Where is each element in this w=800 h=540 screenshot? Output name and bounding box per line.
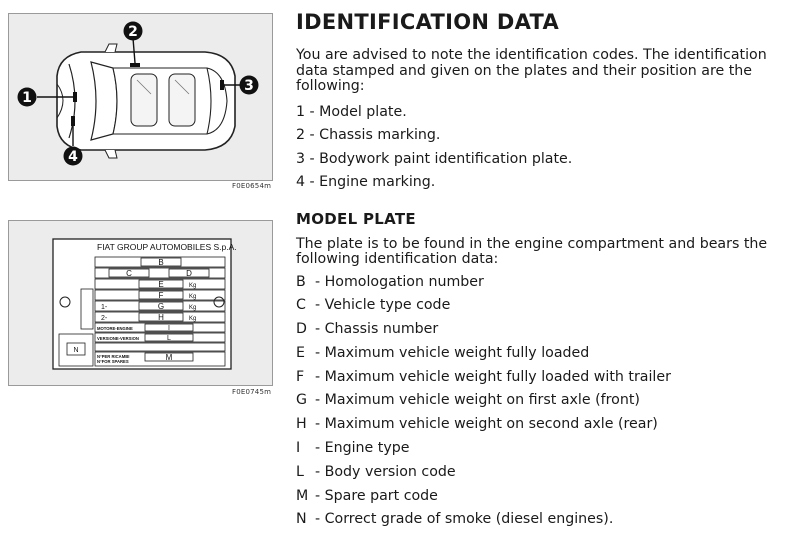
plate-data-list [296,271,796,533]
model-plate-drawing [9,221,274,387]
section-heading: MODEL PLATE [296,209,416,228]
figure2-caption: F0E0745m [232,388,272,396]
location-item: 1 - Model plate. [296,103,407,120]
svg-text:H: H [158,313,164,322]
callout-3 [240,76,259,95]
plate-data-item: M - Spare part code [296,487,438,504]
svg-text:2: 2 [128,24,138,40]
svg-text:B: B [158,258,164,267]
svg-text:D: D [186,269,192,278]
model-plate-figure [8,220,273,386]
plate-data-item: F - Maximum vehicle weight fully loaded with trailer [296,368,671,385]
location-list [296,101,796,195]
callout-4 [64,147,83,166]
plate-data-item: D - Chassis number [296,321,439,338]
svg-text:L: L [167,335,171,342]
location-item: 3 - Bodywork paint identification plate. [296,150,573,167]
svg-text:Kg: Kg [189,283,197,289]
plate-data-item: E - Maximum vehicle weight fully loaded [296,344,590,361]
text-content [296,8,796,532]
svg-text:Kg: Kg [189,316,197,322]
svg-text:3: 3 [244,78,254,94]
plate-data-item: N - Correct grade of smoke (diesel engines). [296,511,614,528]
svg-text:N°PER RICAMBI: N°PER RICAMBI [97,354,130,359]
svg-text:Kg: Kg [189,305,197,311]
plate-data-item: C - Vehicle type code [296,297,451,314]
svg-text:I: I [168,325,170,332]
svg-text:C: C [126,269,132,278]
plate-data-item: B - Homologation number [296,273,484,290]
callout-1 [18,88,37,107]
svg-text:Kg: Kg [189,294,197,300]
car-top-view-drawing [9,14,274,182]
section-intro: The plate is to be found in the engine compartment and bears the following identification data: [296,235,768,267]
svg-text:4: 4 [68,149,78,165]
svg-text:MOTORE-ENGINE: MOTORE-ENGINE [97,326,133,331]
intro-paragraph: You are advised to note the identification codes. The identification data stamped and given on the plates and their position are the following: [296,47,767,94]
svg-text:E: E [158,280,164,289]
svg-text:N: N [73,347,79,354]
location-item: 4 - Engine marking. [296,174,436,190]
plate-data-item: L - Body version code [296,463,456,480]
callout-2 [124,22,143,41]
svg-text:F: F [158,291,164,300]
svg-text:G: G [157,302,165,311]
svg-text:2-: 2- [101,315,108,322]
location-item: 2 - Chassis marking. [296,127,441,143]
plate-maker: FIAT GROUP AUTOMOBILES S.p.A. [97,242,237,252]
svg-text:VERSIONE-VERSION: VERSIONE-VERSION [97,336,139,341]
car-location-figure [8,13,273,181]
plate-data-item: G - Maximum vehicle weight on first axle (front) [296,392,640,409]
svg-text:1-: 1- [101,304,108,311]
page-title: IDENTIFICATION DATA [296,10,560,34]
svg-text:M: M [165,353,173,362]
svg-text:N°FOR SPARES: N°FOR SPARES [97,359,129,364]
plate-data-item: I - Engine type [296,440,410,457]
svg-text:1: 1 [22,90,32,106]
plate-data-item: H - Maximum vehicle weight on second axle (rear) [296,416,658,433]
figure1-caption: F0E0654m [232,182,272,190]
